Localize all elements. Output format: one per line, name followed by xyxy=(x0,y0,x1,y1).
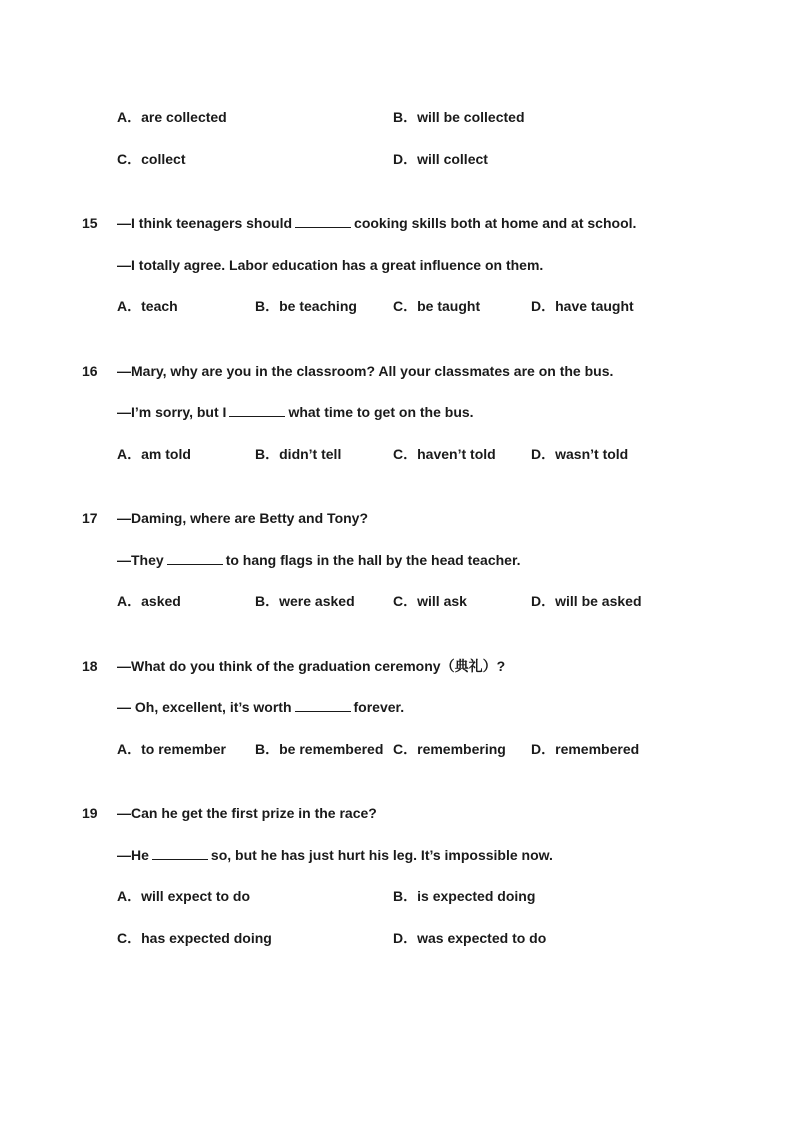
option-text: will collect xyxy=(417,151,488,167)
option-text: will expect to do xyxy=(141,888,251,904)
option-text: to remember xyxy=(141,741,226,757)
option-text: am told xyxy=(141,446,191,462)
option-letter: C． xyxy=(117,151,142,167)
option-text: are collected xyxy=(141,109,227,125)
q15-option-a[interactable] xyxy=(117,297,178,315)
question-number: 17 xyxy=(82,510,98,526)
q14-option-c[interactable] xyxy=(117,150,185,168)
answer-blank xyxy=(152,847,208,860)
option-text: haven’t told xyxy=(417,446,496,462)
answer-blank xyxy=(229,404,285,417)
option-letter: C． xyxy=(393,298,418,314)
option-text: remembering xyxy=(417,741,506,757)
option-text: were asked xyxy=(279,593,355,609)
option-letter: D． xyxy=(531,741,556,757)
option-text: was expected to do xyxy=(417,930,547,946)
option-letter: D． xyxy=(393,930,418,946)
q19-option-d[interactable] xyxy=(393,929,546,947)
q19-option-b[interactable] xyxy=(393,887,535,905)
option-letter: A． xyxy=(117,741,142,757)
option-text: will be collected xyxy=(417,109,525,125)
q15-line-1 xyxy=(117,214,636,232)
q17-line-2 xyxy=(117,551,521,569)
option-text: remembered xyxy=(555,741,640,757)
option-text: asked xyxy=(141,593,181,609)
q18-line-1: —What do you think of the graduation ceremony（典礼）? xyxy=(117,658,506,674)
q16-option-a[interactable] xyxy=(117,445,191,463)
option-letter: B． xyxy=(255,446,280,462)
option-text: have taught xyxy=(555,298,634,314)
q17-option-d[interactable] xyxy=(531,592,642,610)
option-text: has expected doing xyxy=(141,930,272,946)
q19-text-before-blank: —He xyxy=(117,847,149,863)
answer-blank xyxy=(295,699,351,712)
option-letter: D． xyxy=(531,298,556,314)
option-letter: B． xyxy=(255,298,280,314)
q19-option-a[interactable] xyxy=(117,887,250,905)
q18-option-d[interactable] xyxy=(531,740,639,758)
q15-text-after-blank: cooking skills both at home and at school. xyxy=(354,215,637,231)
option-letter: B． xyxy=(393,109,418,125)
q15-text-before-blank: —I think teenagers should xyxy=(117,215,293,231)
question-number: 15 xyxy=(82,215,98,231)
option-text: will be asked xyxy=(555,593,642,609)
option-letter: A． xyxy=(117,888,142,904)
q19-line-2 xyxy=(117,846,553,864)
option-letter: C． xyxy=(117,930,142,946)
q15-option-d[interactable] xyxy=(531,297,634,315)
q16-option-d[interactable] xyxy=(531,445,628,463)
option-letter: B． xyxy=(255,593,280,609)
q17-text-before-blank: —They xyxy=(117,552,164,568)
option-text: collect xyxy=(141,151,186,167)
option-letter: C． xyxy=(393,593,418,609)
q16-line-1: —Mary, why are you in the classroom? All your classmates are on the bus. xyxy=(117,363,614,379)
q16-line-2 xyxy=(117,403,474,421)
option-text: be remembered xyxy=(279,741,384,757)
option-text: teach xyxy=(141,298,178,314)
option-text: is expected doing xyxy=(417,888,536,904)
option-letter: A． xyxy=(117,109,142,125)
q18-text-after-blank: forever. xyxy=(353,699,405,715)
option-letter: C． xyxy=(393,741,418,757)
q17-option-b[interactable] xyxy=(255,592,355,610)
q17-line-1: —Daming, where are Betty and Tony? xyxy=(117,510,369,526)
q18-line-2 xyxy=(117,698,404,716)
q16-option-b[interactable] xyxy=(255,445,341,463)
q18-option-a[interactable] xyxy=(117,740,226,758)
option-letter: A． xyxy=(117,446,142,462)
q17-option-a[interactable] xyxy=(117,592,181,610)
question-number: 19 xyxy=(82,805,98,821)
q14-option-b[interactable] xyxy=(393,108,525,126)
q16-text-before-blank: —I’m sorry, but I xyxy=(117,404,227,420)
option-text: will ask xyxy=(417,593,467,609)
q19-option-c[interactable] xyxy=(117,929,272,947)
option-text: wasn’t told xyxy=(555,446,629,462)
option-letter: A． xyxy=(117,298,142,314)
option-letter: D． xyxy=(531,446,556,462)
answer-blank xyxy=(295,215,351,228)
option-text: didn’t tell xyxy=(279,446,342,462)
answer-blank xyxy=(167,552,223,565)
option-letter: B． xyxy=(393,888,418,904)
option-letter: C． xyxy=(393,446,418,462)
option-letter: D． xyxy=(531,593,556,609)
q15-option-c[interactable] xyxy=(393,297,480,315)
q17-option-c[interactable] xyxy=(393,592,467,610)
option-text: be taught xyxy=(417,298,481,314)
q18-option-c[interactable] xyxy=(393,740,506,758)
question-number: 18 xyxy=(82,658,98,674)
q18-text-before-blank: — Oh, excellent, it’s worth xyxy=(117,699,292,715)
q15-line-2: —I totally agree. Labor education has a great influence on them. xyxy=(117,257,544,273)
q15-option-b[interactable] xyxy=(255,297,357,315)
q17-text-after-blank: to hang flags in the hall by the head teacher. xyxy=(225,552,521,568)
option-letter: B． xyxy=(255,741,280,757)
option-letter: D． xyxy=(393,151,418,167)
q18-option-b[interactable] xyxy=(255,740,383,758)
q14-option-a[interactable] xyxy=(117,108,227,126)
question-number: 16 xyxy=(82,363,98,379)
option-letter: A． xyxy=(117,593,142,609)
option-text: be teaching xyxy=(279,298,357,314)
q16-text-after-blank: what time to get on the bus. xyxy=(288,404,474,420)
q14-option-d[interactable] xyxy=(393,150,488,168)
q19-text-after-blank: so, but he has just hurt his leg. It’s impossible now. xyxy=(210,847,553,863)
q16-option-c[interactable] xyxy=(393,445,496,463)
q19-line-1: —Can he get the first prize in the race? xyxy=(117,805,377,821)
